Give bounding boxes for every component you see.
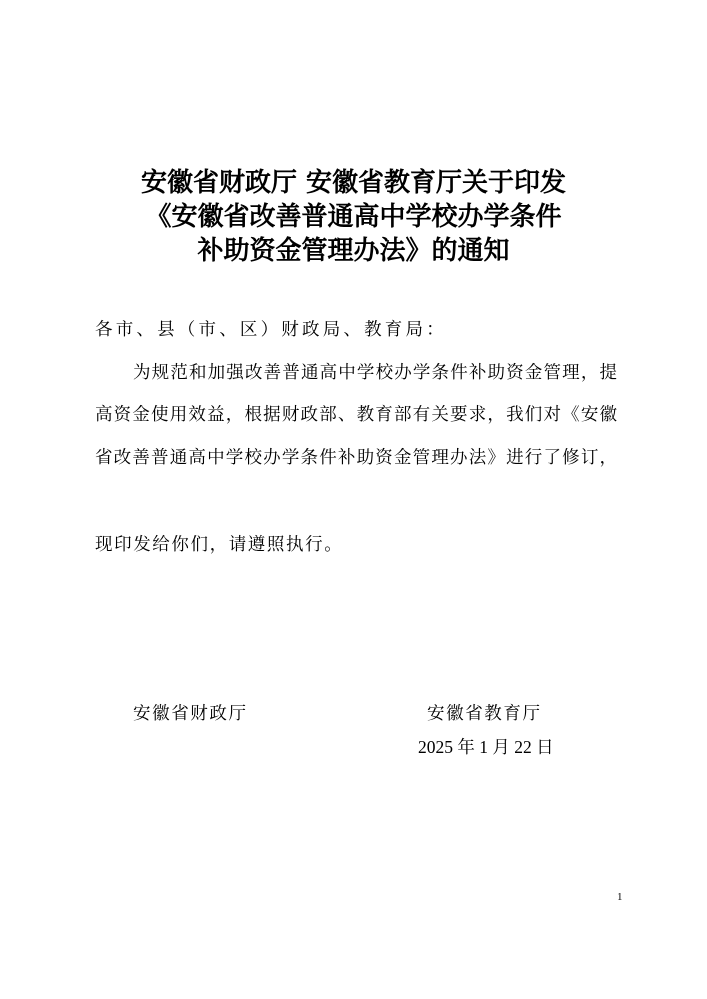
title-line-1: 安徽省财政厅 安徽省教育厅关于印发: [140, 168, 567, 198]
body-line-2: 高资金使用效益，根据财政部、教育部有关要求，我们对《安徽: [95, 405, 617, 425]
body-line-4: 现印发给你们，请遵照执行。: [95, 535, 344, 555]
page-number: 1: [617, 891, 623, 903]
salutation: 各市、县（市、区）财政局、教育局：: [95, 320, 447, 340]
signature-education: 安徽省教育厅: [427, 704, 542, 724]
title-line-3: 补助资金管理办法》的通知: [197, 236, 510, 266]
signature-date: 2025 年 1 月 22 日: [418, 737, 554, 757]
body-line-1: 为规范和加强改善普通高中学校办学条件补助资金管理，提: [133, 363, 617, 383]
title-line-2: 《安徽省改善普通高中学校办学条件: [145, 202, 562, 232]
body-line-3: 省改善普通高中学校办学条件补助资金管理办法》进行了修订，: [95, 448, 617, 468]
signature-finance: 安徽省财政厅: [133, 704, 248, 724]
